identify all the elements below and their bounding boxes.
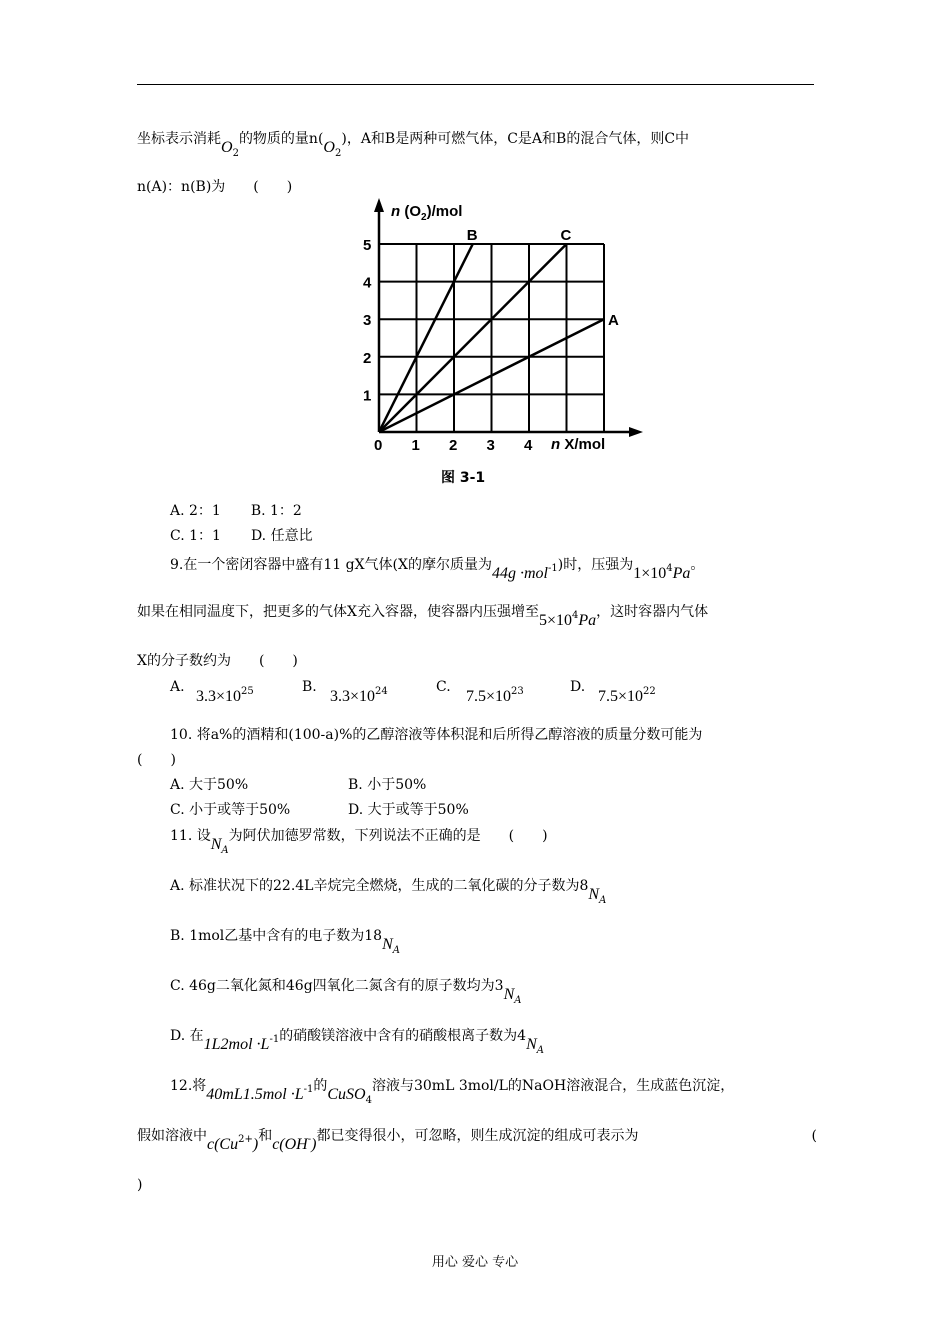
q12-line1: 12.将$40mL1.5mol \cdot L^{-1}$的CuSO$_4$溶液与30mL 3mol/L的NaOH溶液混合，生成蓝色沉淀， — [170, 1078, 735, 1106]
q11-option-b[interactable]: B. 1mol乙基中含有的电子数为$18N_A$ — [170, 928, 400, 956]
x-tick-label: 4 — [524, 437, 533, 454]
header-rule — [137, 84, 814, 85]
molar-mass: 44g ·mol — [491, 565, 548, 582]
oh-concentration: c(OH — [272, 1136, 308, 1153]
series-label-a: A — [608, 312, 619, 330]
avogadro-symbol: N — [210, 836, 222, 853]
q10-option-a[interactable]: A. 大于50% — [170, 777, 249, 793]
q12-line3: ) — [137, 1177, 143, 1193]
q8-option-b[interactable]: B. 1：2 — [250, 503, 302, 519]
q9-line2: 如果在相同温度下，把更多的气体X充入容器，使容器内压强增至$5\times 10^4Pa$，这时容器内气体 — [137, 604, 709, 629]
series-line-c — [379, 244, 567, 432]
q10-options-row1 — [170, 776, 426, 794]
series-line-b — [379, 244, 473, 432]
q10-line2: ( ) — [137, 752, 176, 768]
q8-stem-c: )，A和B是两种可燃气体，C是A和B的混合气体，则C中 — [341, 131, 690, 147]
y-tick-label: 1 — [363, 387, 372, 405]
q10-options-row2 — [170, 801, 469, 819]
q12-line2: 假如溶液中$c(Cu^{2+})$和c(OH-)都已变得很小，可忽略，则生成沉淀的组成可表示为 ( — [137, 1128, 817, 1153]
pressure-2: 5×10 — [538, 612, 572, 629]
axis-layer — [374, 198, 643, 437]
q8-stem-a: 坐标表示消耗 — [137, 131, 221, 147]
q10-option-d[interactable]: D. 大于或等于50% — [348, 802, 469, 818]
y-tick-label: 4 — [363, 274, 372, 292]
q8-options-row2 — [170, 527, 313, 545]
pressure-1: 1×10 — [633, 565, 667, 582]
q8-option-d[interactable]: D. 任意比 — [250, 528, 313, 544]
q10-option-c[interactable]: C. 小于或等于50% — [170, 802, 291, 818]
o2-symbol: O — [221, 139, 233, 156]
series-label-b: B — [466, 227, 478, 244]
x-axis-label: n X/mol — [551, 436, 606, 453]
cuso4-formula: CuSO — [327, 1086, 366, 1103]
page-footer: 用心 爱心 专心 — [431, 1255, 519, 1270]
figure-3-1-chart — [335, 192, 655, 462]
q9-option-a[interactable]: A. — [170, 679, 185, 695]
q9-line3: X的分子数约为 ( ) — [137, 653, 298, 669]
q11-option-a[interactable]: A. 标准状况下的22.4L辛烷完全燃烧，生成的二氧化碳的分子数为$8N_A$ — [170, 878, 607, 906]
q9-option-d[interactable]: D. — [570, 679, 586, 695]
q10-option-b[interactable]: B. 小于50% — [348, 777, 427, 793]
cuso4-concentration: 40mL1.5mol ·L — [206, 1086, 304, 1103]
q8-stem-b: 的物质的量n( — [238, 131, 324, 147]
q10-line1: 10. 将a%的酒精和(100-a)%的乙醇溶液等体积混和后所得乙醇溶液的质量分数可能为 — [170, 727, 703, 743]
y-tick-label: 2 — [363, 349, 372, 367]
y-tick-label: 3 — [363, 312, 372, 330]
q9-option-b[interactable]: B. — [302, 679, 317, 695]
y-tick-label: 5 — [363, 237, 372, 254]
o2-symbol-2: O — [323, 139, 335, 156]
q8-option-a[interactable]: A. 2：1 — [170, 503, 221, 519]
x-tick-label: 2 — [449, 437, 458, 454]
figure-caption: 图 3-1 — [441, 470, 486, 486]
y-axis-label: n $(O_2)$/mol — [391, 203, 463, 223]
q11-stem: 11. 设$N_A$为阿伏加德罗常数，下列说法不正确的是 ( ) — [170, 828, 548, 856]
cu-concentration: c(Cu — [207, 1136, 239, 1153]
q8-stem-line1: 坐标表示消耗$O_2$的物质的量$n(O_2)$，A和B是两种可燃气体，C是A和B的混合气体，则C中 — [137, 131, 690, 159]
q8-option-c[interactable]: C. 1：1 — [170, 528, 221, 544]
x-tick-label: 0 — [374, 437, 383, 454]
series-label-c: C — [560, 227, 572, 244]
q11-option-c[interactable]: C. 46g二氧化氮和46g四氧化二氮含有的原子数均为$3N_A$ — [170, 978, 522, 1006]
y-axis-arrow — [374, 198, 384, 212]
q11-option-d[interactable]: D. 在$1L2mol \cdot L^{-1}$的硝酸镁溶液中含有的硝酸根离子数为$4N_A$ — [170, 1028, 544, 1056]
x-tick-label: 3 — [486, 437, 495, 454]
grid-layer — [379, 244, 604, 432]
x-tick-label: 1 — [411, 437, 420, 454]
q8-options-row1 — [170, 502, 302, 520]
q9-option-c[interactable]: C. — [436, 679, 451, 695]
q9-line1: 9.在一个密闭容器中盛有11 gX气体(X的摩尔质量为44g ·mol$^{-1}$)时，压强为$1\times 10^4Pa$。 — [170, 557, 705, 582]
q8-stem-line2: n(A)：n(B)为 ( ) — [137, 179, 293, 195]
x-axis-arrow — [629, 427, 643, 437]
